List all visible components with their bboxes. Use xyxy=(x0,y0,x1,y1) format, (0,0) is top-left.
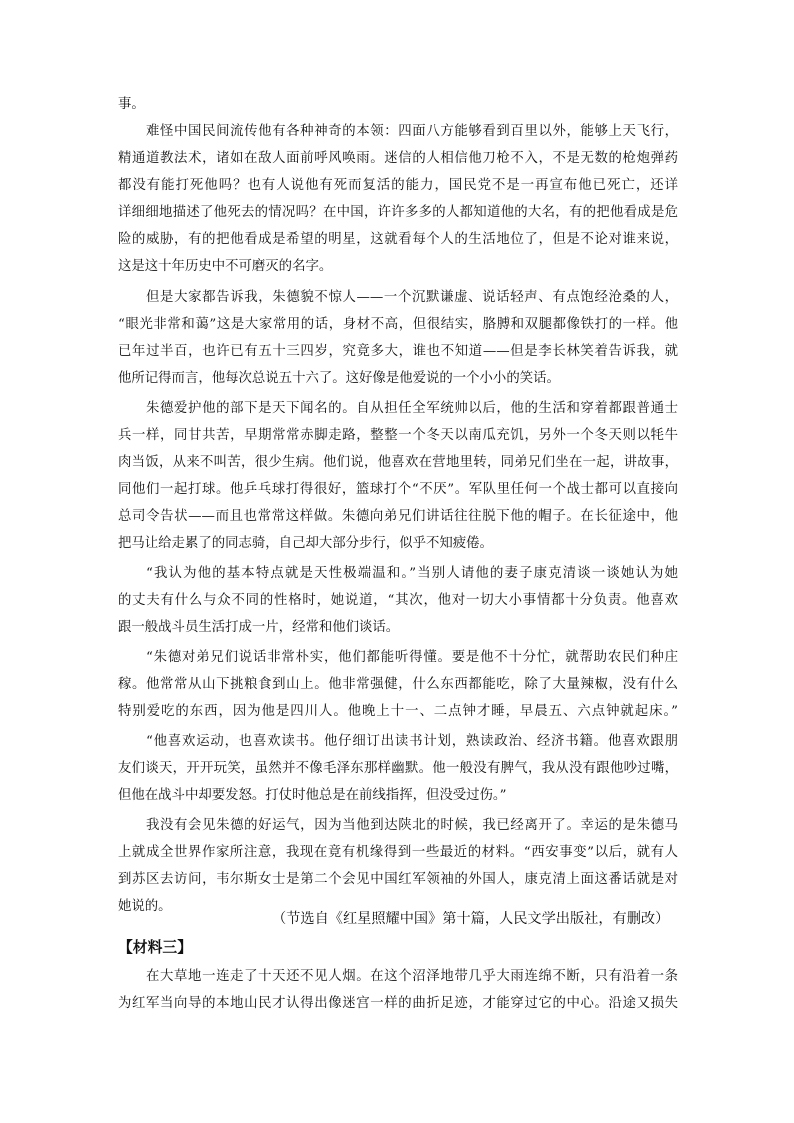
text-line: 到苏区去访问，韦尔斯女士是第二个会见中国红军领袖的外国人，康克清上面这番话就是对 xyxy=(118,872,678,887)
text-line: 的丈夫有什么与众不同的性格时，她说道，“其次，他对一切大小事情都十分负责。他喜欢 xyxy=(118,593,678,608)
text-line: 但他在战斗中却要发怒。打仗时他总是在前线指挥，但没受过伤。” xyxy=(118,788,507,803)
text-line: 稼。他常常从山下挑粮食到山上。他非常强健，什么东西都能吃，除了大量辣椒，没有什么 xyxy=(118,677,678,692)
text-line: 这是这十年历史中不可磨灭的名字。 xyxy=(118,259,333,274)
source-citation: （节选自《红星照耀中国》第十篇，人民文学出版社，有删改） xyxy=(272,911,670,927)
text-line: 都没有能打死他吗？也有人说他有死而复活的能力，国民党不是一再宣布他已死亡，还详 xyxy=(118,178,678,193)
text-line: 险的威胁，有的把他看成是希望的明星，这就看每个人的生活地位了，但是不论对谁来说， xyxy=(118,232,678,247)
text-line: 难怪中国民间流传他有各种神奇的本领：四面八方能够看到百里以外，能够上天飞行， xyxy=(146,124,678,139)
text-line: 事。 xyxy=(118,97,145,112)
text-line: “眼光非常和蔼”这是大家常用的话，身材不高，但很结实，胳膊和双腿都像铁打的一样。他 xyxy=(118,317,678,332)
material-three-heading: 【材料三】 xyxy=(118,939,192,956)
text-line: 兵一样，同甘共苦，早期常常赤脚走路，整整一个冬天以南瓜充饥，另外一个冬天则以牦牛 xyxy=(118,428,678,443)
text-line: 把马让给走累了的同志骑，自己却大部分步行，似乎不知疲倦。 xyxy=(118,536,493,551)
text-line: 详细细地描述了他死去的情况吗？在中国，许许多多的人都知道他的大名，有的把他看成是危 xyxy=(118,205,678,220)
text-line: 但是大家都告诉我，朱德貌不惊人——一个沉默谦虚、说话轻声、有点饱经沧桑的人， xyxy=(146,290,678,305)
text-line: 特别爱吃的东西，因为他是四川人。他晚上十一、二点钟才睡，早晨五、六点钟就起床。” xyxy=(118,704,678,719)
text-line: 在大草地一连走了十天还不见人烟。在这个沼泽地带几乎大雨连绵不断，只有沿着一条 xyxy=(146,969,678,984)
text-line: 朱德爱护他的部下是天下闻名的。自从担任全军统帅以后，他的生活和穿着都跟普通士 xyxy=(146,401,678,416)
text-line: 同他们一起打球。他乒乓球打得很好，篮球打个“不厌”。军队里任何一个战士都可以直接向 xyxy=(118,482,678,497)
text-line: “朱德对弟兄们说话非常朴实，他们都能听得懂。要是他不十分忙，就帮助农民们种庄 xyxy=(146,650,678,665)
text-line: 为红军当向导的本地山民才认得出像迷宫一样的曲折足迹，才能穿过它的中心。沿途又损失 xyxy=(118,996,678,1011)
text-line: 友们谈天，开开玩笑，虽然并不像毛泽东那样幽默。他一般没有脾气，我从没有跟他吵过嘴， xyxy=(118,761,678,776)
text-line: “他喜欢运动，也喜欢读书。他仔细订出读书计划，熟读政治、经济书籍。他喜欢跟朋 xyxy=(146,734,678,749)
text-line: 跟一般战斗员生活打成一片，经常和他们谈话。 xyxy=(118,620,400,635)
text-line: 她说的。 xyxy=(118,899,172,914)
text-line: 精通道教法术，诸如在敌人面前呼风唤雨。迷信的人相信他刀枪不入，不是无数的枪炮弹药 xyxy=(118,151,678,166)
text-line: 我没有会见朱德的好运气，因为当他到达陕北的时候，我已经离开了。幸运的是朱德马 xyxy=(146,818,678,833)
text-line: 他所记得而言，他每次总说五十六了。这好像是他爱说的一个小小的笑话。 xyxy=(118,371,560,386)
text-line: “我认为他的基本特点就是天性极端温和。”当别人请他的妻子康克清谈一谈她认为她 xyxy=(146,566,678,581)
text-line: 肉当饭，从来不叫苦，很少生病。他们说，他喜欢在营地里转，同弟兄们坐在一起，讲故事， xyxy=(118,455,678,470)
text-line: 上就成全世界作家所注意，我现在竟有机缘得到一些最近的材料。“西安事变”以后，就有人 xyxy=(118,845,678,860)
text-line: 总司令告状——而且也常常这样做。朱德向弟兄们讲话往往脱下他的帽子。在长征途中，他 xyxy=(118,509,678,524)
text-line: 已年过半百，也许已有五十三四岁，究竟多大，谁也不知道——但是李长林笑着告诉我，就 xyxy=(118,344,678,359)
